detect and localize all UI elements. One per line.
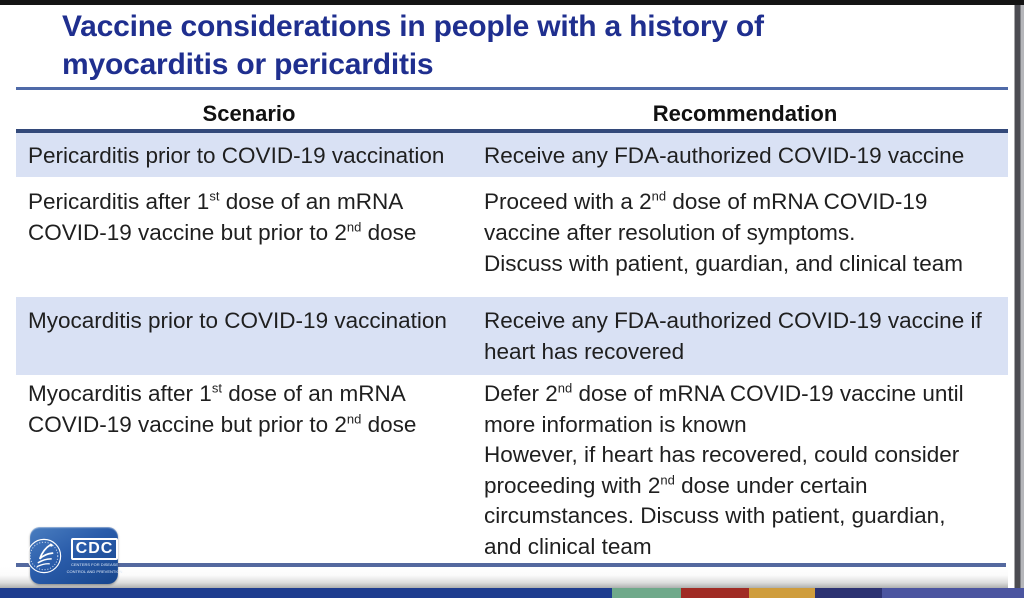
table-row bbox=[16, 297, 1008, 375]
color-bar-segment-gold bbox=[749, 588, 815, 598]
scenario-cell-line: Myocarditis prior to COVID-19 vaccination bbox=[28, 308, 447, 333]
color-bar-segment-navy bbox=[815, 588, 882, 598]
color-bar-segment-green bbox=[612, 588, 681, 598]
recommendation-cell-line: heart has recovered bbox=[484, 339, 685, 364]
column-header-recommendation: Recommendation bbox=[652, 101, 838, 126]
scenario-cell-line: Pericarditis prior to COVID-19 vaccination bbox=[28, 143, 445, 168]
color-bar-segment-red bbox=[681, 588, 749, 598]
scenario-cell-line: COVID-19 vaccine but prior to 2nd dose bbox=[28, 219, 417, 245]
right-border bbox=[1008, 0, 1024, 598]
page-title-line-2: myocarditis or pericarditis bbox=[62, 48, 434, 81]
recommendation-cell-line: Discuss with patient, guardian, and clinical team bbox=[484, 251, 963, 276]
footer-gradient bbox=[0, 567, 1024, 588]
table-body bbox=[16, 133, 1008, 563]
recommendation-cell-line: vaccine after resolution of symptoms. bbox=[484, 220, 856, 245]
title-underline bbox=[16, 87, 1008, 90]
scenario-cell-line: COVID-19 vaccine but prior to 2nd dose bbox=[28, 411, 417, 437]
page-title bbox=[62, 8, 982, 84]
recommendation-cell-line: Defer 2nd dose of mRNA COVID-19 vaccine until bbox=[484, 380, 964, 406]
table-header-row bbox=[16, 99, 1008, 129]
cdc-subtext-line-2: CONTROL AND PREVENTION bbox=[66, 568, 123, 574]
table-row bbox=[16, 133, 1008, 177]
color-bar-segment-blue bbox=[0, 588, 612, 598]
cdc-logo-text bbox=[67, 538, 123, 574]
recommendation-cell bbox=[482, 140, 1008, 177]
column-header-scenario: Scenario bbox=[202, 101, 296, 126]
scenario-cell bbox=[16, 140, 482, 177]
cdc-subtext-line-1: CENTERS FOR DISEASE bbox=[70, 561, 119, 567]
table-row bbox=[16, 177, 1008, 297]
recommendation-cell-line: However, if heart has recovered, could consider bbox=[484, 442, 960, 467]
scenario-cell bbox=[16, 305, 482, 375]
table-row bbox=[16, 375, 1008, 563]
recommendation-cell-line: and clinical team bbox=[484, 533, 652, 559]
recommendation-cell bbox=[482, 186, 1008, 297]
recommendation-cell bbox=[482, 305, 1008, 375]
recommendation-cell-line: proceeding with 2nd dose under certain bbox=[484, 472, 868, 498]
recommendation-cell-line: circumstances. Discuss with patient, guardian, bbox=[484, 503, 946, 528]
recommendation-cell-line: Proceed with a 2nd dose of mRNA COVID-19 bbox=[484, 188, 928, 214]
scenario-cell bbox=[16, 186, 482, 297]
hhs-eagle-icon bbox=[25, 537, 63, 575]
footer-color-bar bbox=[0, 588, 1024, 598]
recommendation-cell-line: more information is known bbox=[484, 411, 747, 437]
scenario-cell-line: Myocarditis after 1st dose of an mRNA bbox=[28, 380, 406, 406]
cdc-logo bbox=[30, 527, 123, 584]
color-bar-segment-slate bbox=[882, 588, 1024, 598]
top-border bbox=[0, 0, 1024, 5]
scenario-cell-line: Pericarditis after 1st dose of an mRNA bbox=[28, 188, 404, 214]
recommendation-cell bbox=[482, 379, 1008, 563]
page-title-line-1: Vaccine considerations in people with a history of bbox=[62, 10, 764, 43]
cdc-acronym: CDC bbox=[71, 538, 119, 560]
recommendation-cell-line: Receive any FDA-authorized COVID-19 vaccine if bbox=[484, 308, 982, 333]
recommendation-cell-line: Receive any FDA-authorized COVID-19 vaccine bbox=[484, 143, 965, 168]
